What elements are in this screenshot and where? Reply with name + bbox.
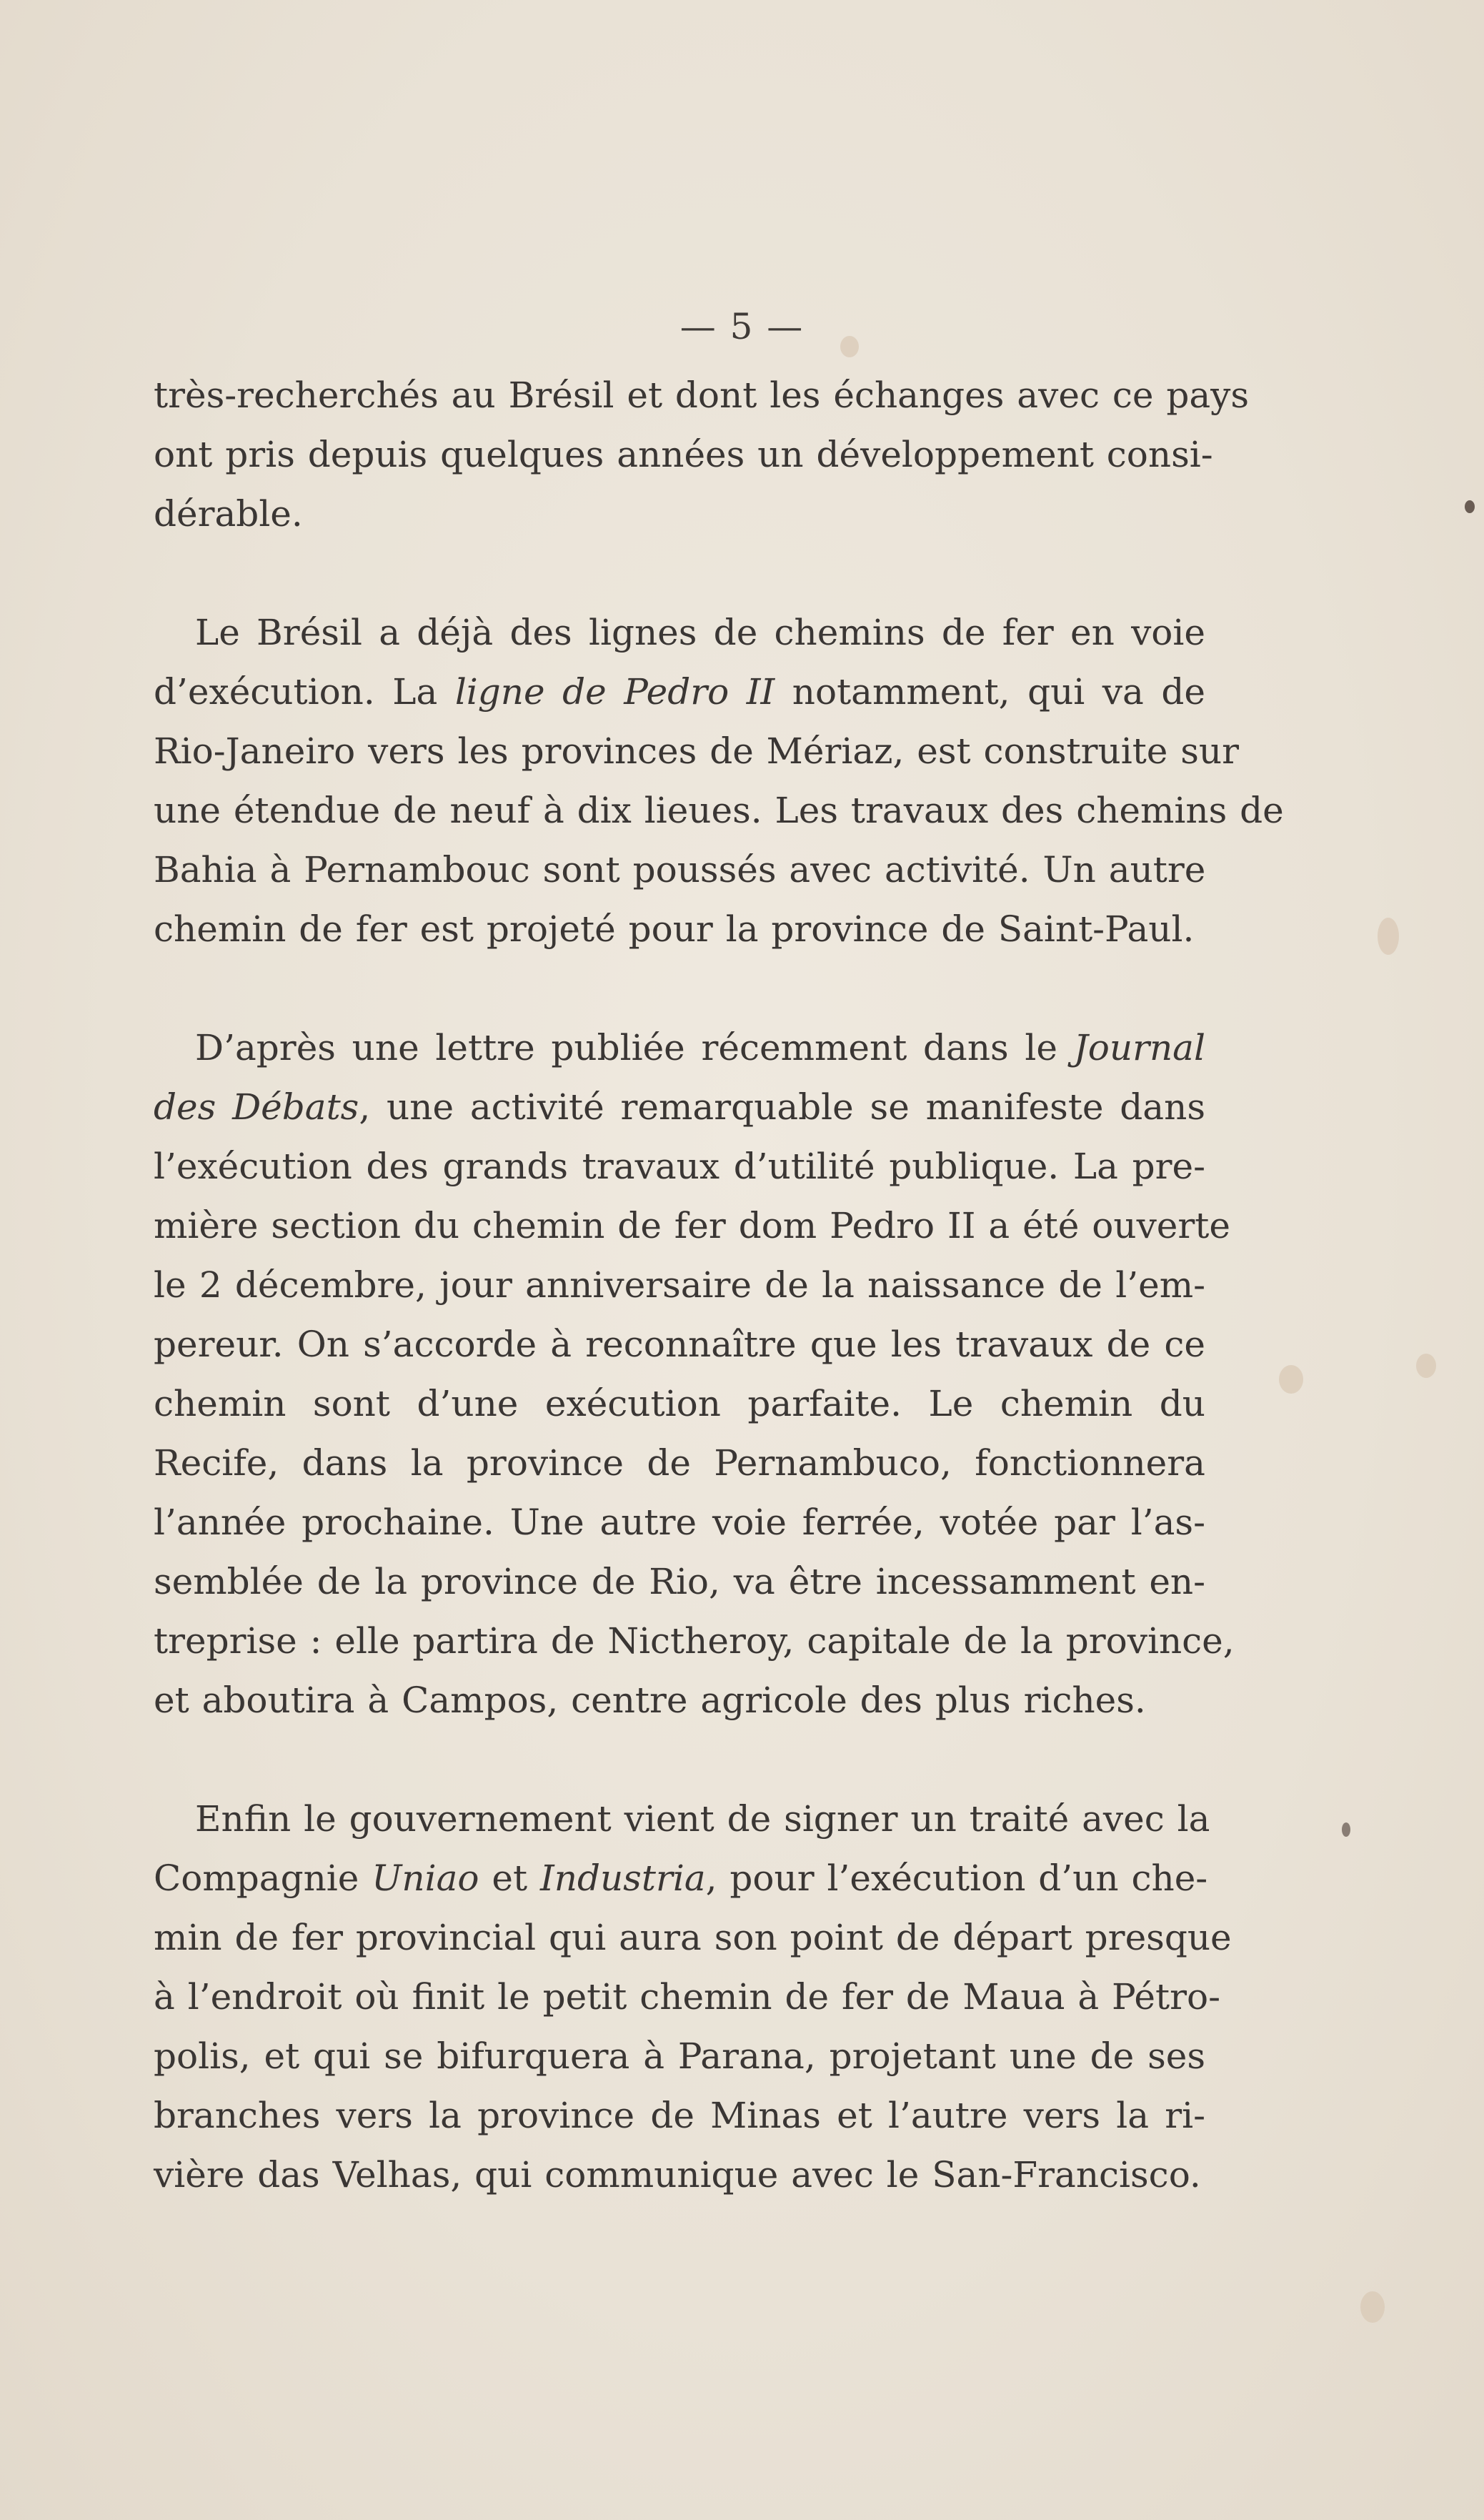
line-text: vière das Velhas, qui communique avec le San-Francisco.: [154, 2154, 1201, 2196]
line-text: , une activité remarquable se manifeste dans: [359, 1086, 1205, 1128]
line-text: Rio-Janeiro vers les provinces de Mériaz, est construite sur: [154, 730, 1240, 772]
text-line: [154, 2146, 1205, 2205]
text-line: [154, 663, 1205, 722]
paragraph-2: [154, 603, 1284, 959]
line-text: le 2 décembre, jour anniversaire de la naissance de l’em-: [154, 1264, 1205, 1306]
text-line: [154, 1434, 1205, 1493]
line-text: d’exécution. La: [154, 671, 455, 713]
body-text: [154, 366, 1284, 2205]
line-text: mière section du chemin de fer dom Pedro II a été ouverte: [154, 1205, 1230, 1246]
text-line: [154, 1374, 1205, 1434]
line-text: semblée de la province de Rio, va être incessamment en-: [154, 1561, 1205, 1602]
italic-title: des Débats: [154, 1086, 359, 1128]
paragraph-4: [154, 1790, 1232, 2205]
text-line: très-recherchés au Brésil et dont les échanges avec ce pays: [154, 374, 1250, 416]
text-line: dérable.: [154, 493, 303, 535]
line-text: polis, et qui se bifurquera à Parana, projetant une de ses: [154, 2035, 1205, 2077]
line-text: Compagnie: [154, 1857, 372, 1899]
line-text: à l’endroit où finit le petit chemin de fer de Maua à Pétro-: [154, 1976, 1220, 2018]
text-line: [154, 2086, 1205, 2146]
italic-title: Journal: [1073, 1027, 1205, 1068]
paragraph-3: [154, 1018, 1235, 1730]
line-text: chemin sont d’une exécution parfaite. Le chemin du: [154, 1383, 1205, 1424]
ink-speck: [1342, 1822, 1350, 1837]
paper-stain: [1416, 1354, 1436, 1378]
italic-company-name: Industria: [540, 1857, 706, 1899]
line-text: D’après une lettre publiée récemment dans le: [195, 1027, 1074, 1068]
text-line: [154, 1493, 1205, 1552]
line-text: notamment, qui va de: [775, 671, 1205, 713]
text-line: [154, 1790, 1210, 1849]
text-line: [154, 1256, 1205, 1315]
text-line: [154, 1968, 1220, 2027]
paragraph-1: [154, 366, 1250, 544]
line-text: min de fer provincial qui aura son point de départ presque: [154, 1917, 1232, 1958]
paper-stain: [1360, 2291, 1385, 2323]
text-line: [154, 1315, 1205, 1374]
line-text: Le Brésil a déjà des lignes de chemins de fer en voie: [195, 612, 1205, 653]
line-text: pereur. On s’accorde à reconnaître que les travaux de ce: [154, 1324, 1205, 1365]
line-text: Enfin le gouvernement vient de signer un traité avec la: [195, 1798, 1210, 1840]
line-text: et aboutira à Campos, centre agricole des plus riches.: [154, 1680, 1146, 1721]
line-text: une étendue de neuf à dix lieues. Les travaux des chemins de: [154, 790, 1284, 831]
line-text: branches vers la province de Minas et l’autre vers la ri-: [154, 2095, 1205, 2136]
text-line: [154, 1018, 1205, 1078]
text-line: [154, 781, 1284, 840]
line-text: , pour l’exécution d’un che-: [705, 1857, 1208, 1899]
italic-title: ligne de Pedro II: [454, 671, 775, 713]
line-text: treprise : elle partira de Nictheroy, capitale de la province,: [154, 1620, 1235, 1662]
text-line: [154, 900, 1205, 959]
text-line: [154, 1196, 1230, 1256]
line-text: chemin de fer est projeté pour la province de Saint-Paul.: [154, 908, 1195, 950]
text-line: ont pris depuis quelques années un développement consi-: [154, 434, 1213, 475]
text-line: [154, 1908, 1232, 1968]
text-line: [154, 2027, 1205, 2086]
text-line: [154, 1849, 1208, 1908]
text-line: [154, 603, 1205, 663]
line-text: Recife, dans la province de Pernambuco, fonctionnera: [154, 1442, 1205, 1484]
text-line: [154, 840, 1205, 900]
italic-company-name: Uniao: [372, 1857, 479, 1899]
ink-speck: [1465, 500, 1475, 513]
line-text: l’exécution des grands travaux d’utilité publique. La pre-: [154, 1146, 1205, 1187]
line-text: Bahia à Pernambouc sont poussés avec activité. Un autre: [154, 849, 1206, 891]
text-line: [154, 1137, 1205, 1196]
line-text: l’année prochaine. Une autre voie ferrée, votée par l’as-: [154, 1502, 1205, 1543]
paper-stain: [1378, 918, 1399, 955]
page-number: — 5 —: [679, 306, 805, 347]
text-line: [154, 1671, 1205, 1730]
text-line: [154, 722, 1240, 781]
text-line: [154, 1078, 1205, 1137]
text-line: [154, 1612, 1235, 1671]
paper-stain: [1279, 1365, 1303, 1394]
text-line: [154, 1552, 1205, 1612]
line-text: et: [479, 1857, 541, 1899]
